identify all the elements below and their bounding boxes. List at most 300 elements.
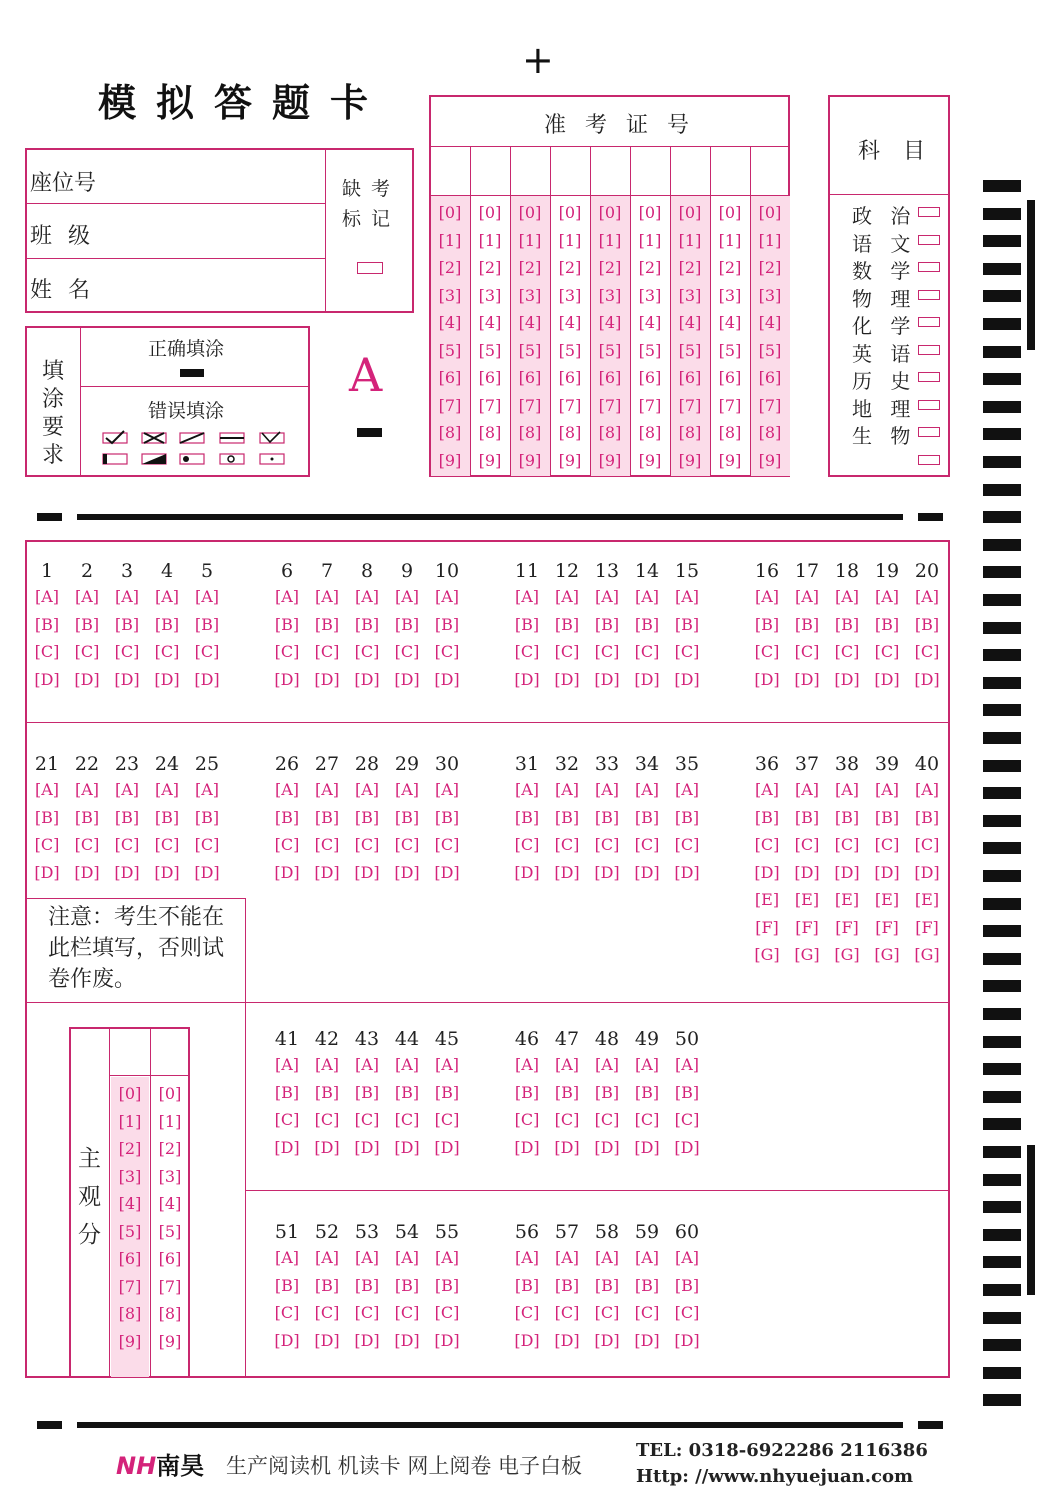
answer-bubble[interactable]: [A]	[274, 1248, 300, 1267]
answer-bubble[interactable]: [C]	[354, 642, 380, 661]
registration-digit-bubble[interactable]: [8]	[598, 423, 622, 442]
answer-bubble[interactable]: [D]	[634, 1137, 660, 1157]
registration-digit-bubble[interactable]: [5]	[758, 340, 782, 360]
absent-mark-bubble[interactable]	[357, 262, 383, 274]
answer-bubble[interactable]: [C]	[34, 642, 60, 661]
answer-bubble[interactable]: [A]	[354, 587, 380, 606]
registration-digit-bubble[interactable]: [5]	[598, 340, 622, 360]
answer-bubble[interactable]: [D]	[674, 1137, 700, 1157]
answer-bubble[interactable]: [G]	[834, 945, 860, 964]
subjective-digit-bubble[interactable]: [4]	[158, 1194, 182, 1213]
subject-bubble[interactable]	[918, 455, 940, 465]
answer-bubble[interactable]: [B]	[354, 614, 380, 634]
answer-bubble[interactable]: [A]	[514, 1055, 540, 1074]
registration-digit-bubble[interactable]: [6]	[758, 368, 782, 387]
answer-bubble[interactable]: [A]	[554, 1055, 580, 1074]
registration-digit-bubble[interactable]: [4]	[598, 313, 622, 332]
answer-bubble[interactable]: [C]	[514, 642, 540, 661]
answer-bubble[interactable]: [C]	[394, 642, 420, 661]
registration-digit-bubble[interactable]: [5]	[518, 340, 542, 360]
answer-bubble[interactable]: [D]	[114, 862, 140, 882]
answer-bubble[interactable]: [D]	[394, 1330, 420, 1350]
answer-bubble[interactable]: [C]	[354, 1110, 380, 1129]
answer-bubble[interactable]: [D]	[674, 669, 700, 689]
subject-bubble[interactable]	[918, 207, 940, 217]
answer-bubble[interactable]: [B]	[514, 807, 540, 827]
answer-bubble[interactable]: [B]	[274, 807, 300, 827]
registration-digit-bubble[interactable]: [9]	[598, 450, 622, 470]
registration-digit-bubble[interactable]: [2]	[758, 258, 782, 277]
answer-bubble[interactable]: [C]	[834, 642, 860, 661]
answer-bubble[interactable]: [B]	[154, 807, 180, 827]
registration-digit-bubble[interactable]: [5]	[638, 340, 662, 360]
answer-bubble[interactable]: [B]	[394, 1082, 420, 1102]
answer-bubble[interactable]: [D]	[394, 669, 420, 689]
answer-bubble[interactable]: [A]	[554, 780, 580, 799]
answer-bubble[interactable]: [A]	[594, 1248, 620, 1267]
answer-bubble[interactable]: [B]	[34, 807, 60, 827]
answer-bubble[interactable]: [B]	[354, 807, 380, 827]
answer-bubble[interactable]: [A]	[394, 780, 420, 799]
answer-bubble[interactable]: [A]	[594, 1055, 620, 1074]
answer-bubble[interactable]: [A]	[514, 587, 540, 606]
answer-bubble[interactable]: [C]	[314, 1303, 340, 1322]
registration-digit-bubble[interactable]: [7]	[438, 395, 462, 415]
answer-bubble[interactable]: [C]	[794, 642, 820, 661]
answer-bubble[interactable]: [B]	[274, 1275, 300, 1295]
registration-digit-bubble[interactable]: [5]	[478, 340, 502, 360]
answer-bubble[interactable]: [C]	[874, 642, 900, 661]
registration-digit-bubble[interactable]: [2]	[598, 258, 622, 277]
answer-bubble[interactable]: [C]	[354, 835, 380, 854]
subject-bubble[interactable]	[918, 400, 940, 410]
answer-bubble[interactable]: [A]	[394, 1055, 420, 1074]
registration-digit-bubble[interactable]: [3]	[478, 285, 502, 305]
answer-bubble[interactable]: [D]	[914, 669, 940, 689]
answer-bubble[interactable]: [D]	[794, 669, 820, 689]
answer-bubble[interactable]: [B]	[794, 614, 820, 634]
paper-type-bubble[interactable]	[357, 428, 382, 437]
answer-bubble[interactable]: [A]	[914, 587, 940, 606]
answer-bubble[interactable]: [B]	[634, 807, 660, 827]
answer-bubble[interactable]: [D]	[394, 862, 420, 882]
answer-bubble[interactable]: [A]	[594, 587, 620, 606]
answer-bubble[interactable]: [C]	[674, 1110, 700, 1129]
registration-digit-bubble[interactable]: [7]	[678, 395, 702, 415]
registration-digit-bubble[interactable]: [6]	[558, 368, 582, 387]
registration-digit-bubble[interactable]: [6]	[518, 368, 542, 387]
answer-bubble[interactable]: [A]	[634, 1055, 660, 1074]
registration-digit-bubble[interactable]: [1]	[758, 230, 782, 250]
subject-bubble[interactable]	[918, 290, 940, 300]
answer-bubble[interactable]: [D]	[514, 1137, 540, 1157]
answer-bubble[interactable]: [A]	[514, 780, 540, 799]
answer-bubble[interactable]: [C]	[914, 835, 940, 854]
answer-bubble[interactable]: [B]	[394, 1275, 420, 1295]
answer-bubble[interactable]: [D]	[594, 669, 620, 689]
answer-bubble[interactable]: [B]	[594, 1082, 620, 1102]
answer-bubble[interactable]: [C]	[194, 642, 220, 661]
answer-bubble[interactable]: [A]	[274, 587, 300, 606]
answer-bubble[interactable]: [D]	[594, 1330, 620, 1350]
answer-bubble[interactable]: [B]	[194, 807, 220, 827]
answer-bubble[interactable]: [D]	[354, 1137, 380, 1157]
answer-bubble[interactable]: [C]	[914, 642, 940, 661]
answer-bubble[interactable]: [C]	[34, 835, 60, 854]
answer-bubble[interactable]: [A]	[634, 587, 660, 606]
registration-digit-bubble[interactable]: [6]	[638, 368, 662, 387]
registration-digit-bubble[interactable]: [2]	[718, 258, 742, 277]
subjective-digit-bubble[interactable]: [4]	[118, 1194, 142, 1213]
subjective-digit-bubble[interactable]: [8]	[158, 1304, 182, 1323]
registration-digit-bubble[interactable]: [4]	[718, 313, 742, 332]
answer-bubble[interactable]: [F]	[915, 917, 939, 937]
registration-digit-bubble[interactable]: [0]	[638, 203, 662, 222]
subject-bubble[interactable]	[918, 262, 940, 272]
answer-bubble[interactable]: [B]	[154, 614, 180, 634]
answer-bubble[interactable]: [A]	[74, 780, 100, 799]
answer-bubble[interactable]: [C]	[594, 1303, 620, 1322]
answer-bubble[interactable]: [C]	[74, 835, 100, 854]
subject-bubble[interactable]	[918, 372, 940, 382]
answer-bubble[interactable]: [B]	[274, 1082, 300, 1102]
answer-bubble[interactable]: [B]	[634, 1082, 660, 1102]
answer-bubble[interactable]: [A]	[634, 780, 660, 799]
subjective-digit-bubble[interactable]: [7]	[158, 1276, 182, 1296]
registration-digit-bubble[interactable]: [2]	[478, 258, 502, 277]
answer-bubble[interactable]: [A]	[314, 1248, 340, 1267]
subject-bubble[interactable]	[918, 427, 940, 437]
answer-bubble[interactable]: [D]	[834, 669, 860, 689]
answer-bubble[interactable]: [B]	[74, 807, 100, 827]
answer-bubble[interactable]: [C]	[394, 1110, 420, 1129]
subjective-digit-bubble[interactable]: [9]	[158, 1331, 182, 1351]
subjective-digit-bubble[interactable]: [2]	[118, 1139, 142, 1158]
answer-bubble[interactable]: [A]	[74, 587, 100, 606]
registration-digit-bubble[interactable]: [0]	[758, 203, 782, 222]
answer-bubble[interactable]: [A]	[434, 1055, 460, 1074]
answer-bubble[interactable]: [D]	[354, 669, 380, 689]
answer-bubble[interactable]: [D]	[834, 862, 860, 882]
answer-bubble[interactable]: [A]	[674, 1055, 700, 1074]
answer-bubble[interactable]: [A]	[634, 1248, 660, 1267]
answer-bubble[interactable]: [D]	[434, 862, 460, 882]
registration-digit-bubble[interactable]: [9]	[558, 450, 582, 470]
answer-bubble[interactable]: [D]	[314, 862, 340, 882]
answer-bubble[interactable]: [A]	[514, 1248, 540, 1267]
answer-bubble[interactable]: [A]	[874, 587, 900, 606]
subjective-digit-bubble[interactable]: [9]	[118, 1331, 142, 1351]
answer-bubble[interactable]: [A]	[674, 1248, 700, 1267]
answer-bubble[interactable]: [C]	[514, 835, 540, 854]
registration-digit-bubble[interactable]: [2]	[638, 258, 662, 277]
answer-bubble[interactable]: [B]	[114, 807, 140, 827]
registration-digit-bubble[interactable]: [5]	[678, 340, 702, 360]
answer-bubble[interactable]: [C]	[434, 1303, 460, 1322]
answer-bubble[interactable]: [C]	[274, 835, 300, 854]
answer-bubble[interactable]: [A]	[394, 587, 420, 606]
registration-digit-bubble[interactable]: [3]	[638, 285, 662, 305]
subject-bubble[interactable]	[918, 317, 940, 327]
answer-bubble[interactable]: [C]	[594, 642, 620, 661]
registration-digit-bubble[interactable]: [8]	[758, 423, 782, 442]
answer-bubble[interactable]: [D]	[434, 1137, 460, 1157]
answer-bubble[interactable]: [D]	[434, 1330, 460, 1350]
answer-bubble[interactable]: [A]	[274, 1055, 300, 1074]
registration-digit-bubble[interactable]: [3]	[558, 285, 582, 305]
registration-digit-bubble[interactable]: [0]	[518, 203, 542, 222]
answer-bubble[interactable]: [E]	[914, 890, 940, 909]
answer-bubble[interactable]: [D]	[154, 862, 180, 882]
answer-bubble[interactable]: [F]	[835, 917, 859, 937]
answer-bubble[interactable]: [B]	[434, 1082, 460, 1102]
answer-bubble[interactable]: [A]	[434, 1248, 460, 1267]
answer-bubble[interactable]: [C]	[354, 1303, 380, 1322]
answer-bubble[interactable]: [A]	[114, 780, 140, 799]
answer-bubble[interactable]: [D]	[514, 669, 540, 689]
answer-bubble[interactable]: [A]	[194, 587, 220, 606]
registration-digit-bubble[interactable]: [8]	[478, 423, 502, 442]
answer-bubble[interactable]: [C]	[274, 1303, 300, 1322]
answer-bubble[interactable]: [D]	[794, 862, 820, 882]
answer-bubble[interactable]: [B]	[634, 614, 660, 634]
answer-bubble[interactable]: [C]	[594, 1110, 620, 1129]
answer-bubble[interactable]: [D]	[754, 862, 780, 882]
answer-bubble[interactable]: [C]	[514, 1303, 540, 1322]
subjective-digit-bubble[interactable]: [6]	[118, 1249, 142, 1268]
answer-bubble[interactable]: [D]	[514, 862, 540, 882]
answer-bubble[interactable]: [D]	[674, 1330, 700, 1350]
subjective-digit-bubble[interactable]: [0]	[158, 1084, 182, 1103]
answer-bubble[interactable]: [D]	[274, 669, 300, 689]
answer-bubble[interactable]: [D]	[314, 1330, 340, 1350]
registration-digit-bubble[interactable]: [3]	[438, 285, 462, 305]
registration-digit-bubble[interactable]: [6]	[678, 368, 702, 387]
answer-bubble[interactable]: [G]	[914, 945, 940, 964]
answer-bubble[interactable]: [A]	[34, 587, 60, 606]
registration-digit-bubble[interactable]: [4]	[678, 313, 702, 332]
answer-bubble[interactable]: [A]	[354, 1248, 380, 1267]
subjective-digit-bubble[interactable]: [1]	[118, 1111, 142, 1131]
subjective-digit-bubble[interactable]: [5]	[158, 1221, 182, 1241]
answer-bubble[interactable]: [B]	[434, 807, 460, 827]
answer-bubble[interactable]: [E]	[834, 890, 860, 909]
answer-bubble[interactable]: [D]	[634, 669, 660, 689]
answer-bubble[interactable]: [D]	[634, 862, 660, 882]
answer-bubble[interactable]: [B]	[674, 1082, 700, 1102]
answer-bubble[interactable]: [B]	[674, 1275, 700, 1295]
answer-bubble[interactable]: [C]	[74, 642, 100, 661]
answer-bubble[interactable]: [B]	[554, 1082, 580, 1102]
answer-bubble[interactable]: [A]	[314, 780, 340, 799]
answer-bubble[interactable]: [C]	[194, 835, 220, 854]
subjective-digit-bubble[interactable]: [6]	[158, 1249, 182, 1268]
subjective-digit-bubble[interactable]: [7]	[118, 1276, 142, 1296]
registration-digit-bubble[interactable]: [3]	[758, 285, 782, 305]
answer-bubble[interactable]: [B]	[834, 614, 860, 634]
registration-digit-bubble[interactable]: [9]	[638, 450, 662, 470]
registration-digit-bubble[interactable]: [9]	[518, 450, 542, 470]
answer-bubble[interactable]: [C]	[634, 1110, 660, 1129]
answer-bubble[interactable]: [A]	[394, 1248, 420, 1267]
answer-bubble[interactable]: [E]	[794, 890, 820, 909]
answer-bubble[interactable]: [A]	[154, 587, 180, 606]
answer-bubble[interactable]: [D]	[394, 1137, 420, 1157]
registration-digit-bubble[interactable]: [7]	[518, 395, 542, 415]
subjective-digit-bubble[interactable]: [2]	[158, 1139, 182, 1158]
answer-bubble[interactable]: [A]	[674, 780, 700, 799]
answer-bubble[interactable]: [D]	[554, 1137, 580, 1157]
answer-bubble[interactable]: [B]	[434, 614, 460, 634]
answer-bubble[interactable]: [A]	[314, 587, 340, 606]
subjective-digit-bubble[interactable]: [3]	[118, 1166, 142, 1186]
registration-digit-bubble[interactable]: [8]	[518, 423, 542, 442]
answer-bubble[interactable]: [C]	[314, 1110, 340, 1129]
answer-bubble[interactable]: [C]	[834, 835, 860, 854]
answer-bubble[interactable]: [B]	[314, 807, 340, 827]
answer-bubble[interactable]: [A]	[34, 780, 60, 799]
answer-bubble[interactable]: [D]	[634, 1330, 660, 1350]
answer-bubble[interactable]: [B]	[554, 614, 580, 634]
answer-bubble[interactable]: [C]	[674, 1303, 700, 1322]
answer-bubble[interactable]: [D]	[74, 669, 100, 689]
registration-digit-bubble[interactable]: [1]	[638, 230, 662, 250]
answer-bubble[interactable]: [B]	[314, 1275, 340, 1295]
answer-bubble[interactable]: [A]	[274, 780, 300, 799]
answer-bubble[interactable]: [C]	[394, 835, 420, 854]
answer-bubble[interactable]: [B]	[74, 614, 100, 634]
registration-digit-bubble[interactable]: [4]	[558, 313, 582, 332]
answer-bubble[interactable]: [C]	[634, 1303, 660, 1322]
registration-digit-bubble[interactable]: [9]	[758, 450, 782, 470]
answer-bubble[interactable]: [A]	[554, 587, 580, 606]
answer-bubble[interactable]: [D]	[914, 862, 940, 882]
answer-bubble[interactable]: [C]	[434, 642, 460, 661]
answer-bubble[interactable]: [C]	[314, 835, 340, 854]
answer-bubble[interactable]: [B]	[514, 1082, 540, 1102]
answer-bubble[interactable]: [C]	[554, 642, 580, 661]
registration-digit-bubble[interactable]: [8]	[638, 423, 662, 442]
registration-digit-bubble[interactable]: [5]	[718, 340, 742, 360]
registration-digit-bubble[interactable]: [2]	[438, 258, 462, 277]
answer-bubble[interactable]: [B]	[314, 614, 340, 634]
registration-digit-bubble[interactable]: [6]	[598, 368, 622, 387]
registration-digit-bubble[interactable]: [0]	[438, 203, 462, 222]
answer-bubble[interactable]: [D]	[554, 862, 580, 882]
subjective-digit-bubble[interactable]: [8]	[118, 1304, 142, 1323]
answer-bubble[interactable]: [B]	[354, 1275, 380, 1295]
answer-bubble[interactable]: [C]	[674, 835, 700, 854]
registration-digit-bubble[interactable]: [3]	[718, 285, 742, 305]
answer-bubble[interactable]: [B]	[394, 614, 420, 634]
answer-bubble[interactable]: [A]	[674, 587, 700, 606]
answer-bubble[interactable]: [F]	[795, 917, 819, 937]
registration-digit-bubble[interactable]: [7]	[638, 395, 662, 415]
answer-bubble[interactable]: [D]	[754, 669, 780, 689]
answer-bubble[interactable]: [D]	[434, 669, 460, 689]
registration-digit-bubble[interactable]: [7]	[558, 395, 582, 415]
answer-bubble[interactable]: [C]	[554, 1110, 580, 1129]
answer-bubble[interactable]: [B]	[594, 614, 620, 634]
registration-digit-bubble[interactable]: [0]	[718, 203, 742, 222]
answer-bubble[interactable]: [C]	[594, 835, 620, 854]
registration-digit-bubble[interactable]: [1]	[558, 230, 582, 250]
answer-bubble[interactable]: [B]	[514, 614, 540, 634]
answer-bubble[interactable]: [C]	[114, 835, 140, 854]
answer-bubble[interactable]: [A]	[194, 780, 220, 799]
answer-bubble[interactable]: [A]	[834, 780, 860, 799]
answer-bubble[interactable]: [B]	[794, 807, 820, 827]
answer-bubble[interactable]: [B]	[554, 1275, 580, 1295]
answer-bubble[interactable]: [C]	[754, 835, 780, 854]
answer-bubble[interactable]: [A]	[874, 780, 900, 799]
subjective-digit-bubble[interactable]: [5]	[118, 1221, 142, 1241]
answer-bubble[interactable]: [G]	[754, 945, 780, 964]
answer-bubble[interactable]: [D]	[154, 669, 180, 689]
registration-digit-bubble[interactable]: [3]	[518, 285, 542, 305]
registration-digit-bubble[interactable]: [1]	[678, 230, 702, 250]
answer-bubble[interactable]: [B]	[114, 614, 140, 634]
answer-bubble[interactable]: [D]	[194, 862, 220, 882]
answer-bubble[interactable]: [A]	[594, 780, 620, 799]
answer-bubble[interactable]: [B]	[314, 1082, 340, 1102]
registration-digit-bubble[interactable]: [0]	[678, 203, 702, 222]
registration-digit-bubble[interactable]: [8]	[678, 423, 702, 442]
registration-digit-bubble[interactable]: [1]	[478, 230, 502, 250]
answer-bubble[interactable]: [C]	[634, 835, 660, 854]
answer-bubble[interactable]: [A]	[354, 780, 380, 799]
registration-digit-bubble[interactable]: [1]	[598, 230, 622, 250]
answer-bubble[interactable]: [B]	[834, 807, 860, 827]
answer-bubble[interactable]: [D]	[354, 1330, 380, 1350]
registration-digit-bubble[interactable]: [9]	[718, 450, 742, 470]
answer-bubble[interactable]: [B]	[354, 1082, 380, 1102]
answer-bubble[interactable]: [A]	[154, 780, 180, 799]
registration-digit-bubble[interactable]: [4]	[758, 313, 782, 332]
answer-bubble[interactable]: [E]	[754, 890, 780, 909]
answer-bubble[interactable]: [A]	[314, 1055, 340, 1074]
answer-bubble[interactable]: [C]	[754, 642, 780, 661]
subject-bubble[interactable]	[918, 345, 940, 355]
answer-bubble[interactable]: [C]	[274, 642, 300, 661]
registration-digit-bubble[interactable]: [4]	[438, 313, 462, 332]
registration-digit-bubble[interactable]: [2]	[678, 258, 702, 277]
registration-digit-bubble[interactable]: [7]	[758, 395, 782, 415]
answer-bubble[interactable]: [A]	[834, 587, 860, 606]
answer-bubble[interactable]: [B]	[634, 1275, 660, 1295]
answer-bubble[interactable]: [B]	[554, 807, 580, 827]
answer-bubble[interactable]: [C]	[434, 1110, 460, 1129]
answer-bubble[interactable]: [C]	[554, 835, 580, 854]
registration-digit-bubble[interactable]: [9]	[678, 450, 702, 470]
answer-bubble[interactable]: [G]	[874, 945, 900, 964]
answer-bubble[interactable]: [G]	[794, 945, 820, 964]
registration-digit-bubble[interactable]: [3]	[678, 285, 702, 305]
registration-digit-bubble[interactable]: [1]	[518, 230, 542, 250]
answer-bubble[interactable]: [A]	[754, 587, 780, 606]
answer-bubble[interactable]: [B]	[754, 807, 780, 827]
answer-bubble[interactable]: [C]	[434, 835, 460, 854]
answer-bubble[interactable]: [B]	[674, 614, 700, 634]
answer-bubble[interactable]: [C]	[394, 1303, 420, 1322]
answer-bubble[interactable]: [B]	[594, 1275, 620, 1295]
answer-bubble[interactable]: [D]	[274, 1137, 300, 1157]
subjective-digit-bubble[interactable]: [3]	[158, 1166, 182, 1186]
registration-digit-bubble[interactable]: [6]	[478, 368, 502, 387]
registration-digit-bubble[interactable]: [1]	[718, 230, 742, 250]
registration-digit-bubble[interactable]: [6]	[718, 368, 742, 387]
subject-bubble[interactable]	[918, 235, 940, 245]
